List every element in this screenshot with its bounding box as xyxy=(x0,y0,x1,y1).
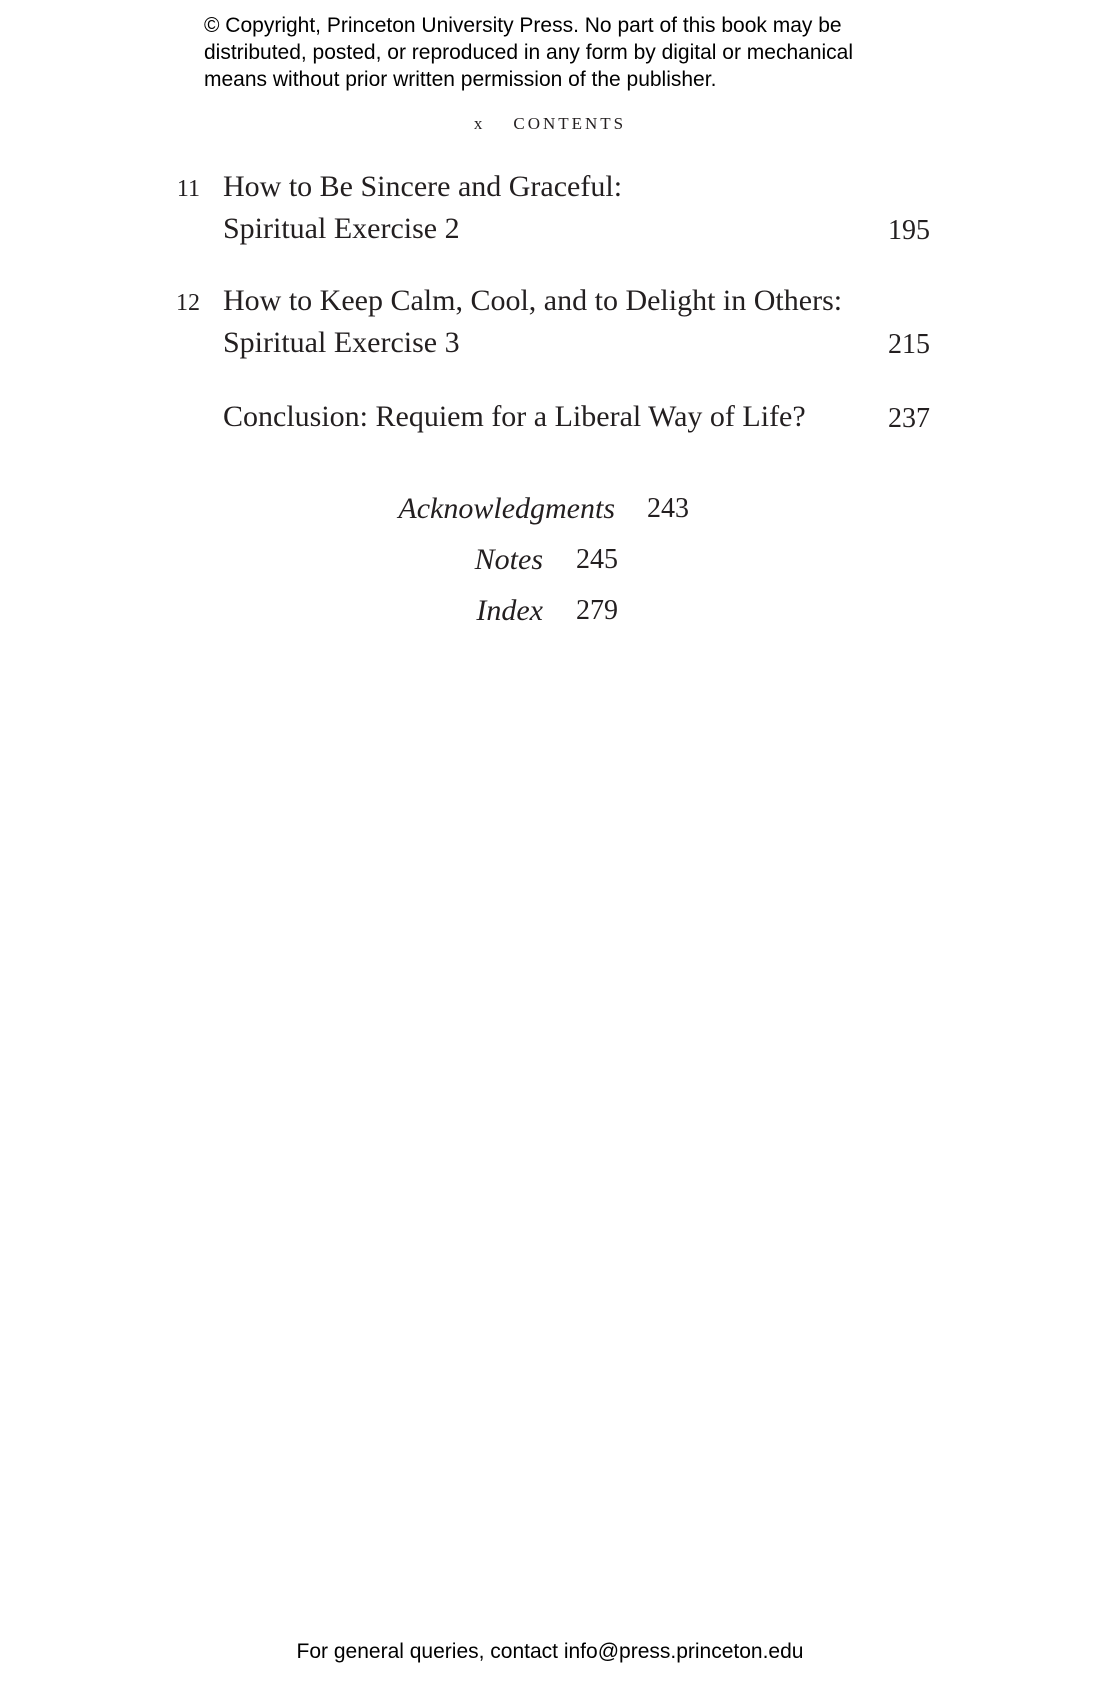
chapter-number: 12 xyxy=(176,290,200,316)
chapter-title-line-1: How to Be Sincere and Graceful: xyxy=(223,170,623,203)
back-matter-page: 245 xyxy=(576,544,618,575)
chapter-title-line-1: How to Keep Calm, Cool, and to Delight in Others: xyxy=(223,284,843,317)
chapter-title-line-2: Spiritual Exercise 3 xyxy=(223,326,460,359)
chapter-number: 11 xyxy=(176,176,200,202)
copyright-line-1: © Copyright, Princeton University Press. No part of this book may be xyxy=(204,14,842,37)
copyright-notice xyxy=(204,12,924,93)
chapter-title-line-2: Spiritual Exercise 2 xyxy=(223,212,460,245)
footer-contact xyxy=(0,1640,1100,1664)
chapter-page-number: 195 xyxy=(888,215,930,246)
page-folio: x xyxy=(473,114,486,133)
conclusion-title: Conclusion: Requiem for a Liberal Way of Life? xyxy=(223,400,806,433)
running-head-title: CONTENTS xyxy=(513,114,627,133)
copyright-line-2: distributed, posted, or reproduced in any form by digital or mechanical xyxy=(204,41,854,64)
copyright-line-3: means without prior written permission of the publisher. xyxy=(204,68,717,91)
running-head xyxy=(0,114,1100,134)
conclusion-page-number: 237 xyxy=(888,403,930,434)
back-matter-label: Index xyxy=(476,594,543,627)
chapter-page-number: 215 xyxy=(888,329,930,360)
footer-contact-text: For general queries, contact info@press.princeton.edu xyxy=(296,1640,804,1663)
back-matter-label: Notes xyxy=(474,543,543,576)
back-matter-label: Acknowledgments xyxy=(398,492,615,525)
back-matter-page: 243 xyxy=(647,493,689,524)
back-matter-page: 279 xyxy=(576,595,618,626)
